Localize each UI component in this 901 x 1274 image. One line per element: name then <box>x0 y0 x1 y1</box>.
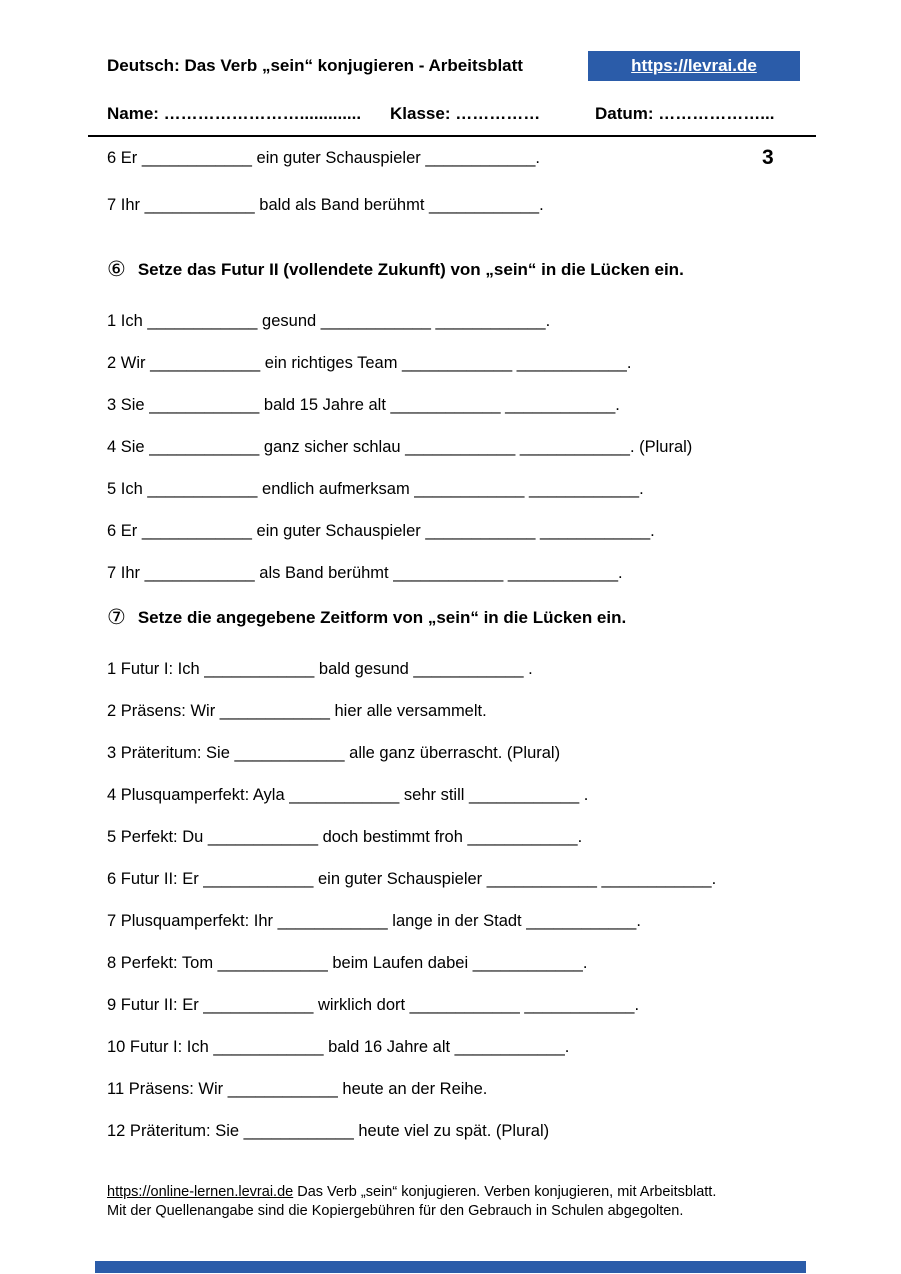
footer-line1 <box>107 1183 827 1202</box>
name-field-label: Name: ……………………............. <box>107 104 362 123</box>
worksheet-body <box>107 148 813 1163</box>
header-divider <box>88 135 816 137</box>
header-link-box <box>588 51 800 81</box>
header-link[interactable]: https://levrai.de <box>631 56 757 75</box>
exercise-line: 7 Ihr ____________ bald als Band berühmt ____________. <box>107 196 544 214</box>
footer <box>107 1183 827 1221</box>
exercise-line: 3 Präteritum: Sie ____________ alle ganz überrascht. (Plural) <box>107 744 561 762</box>
exercise-line: 1 Ich ____________ gesund ____________ ____________. <box>107 312 551 330</box>
exercise-line: 2 Präsens: Wir ____________ hier alle versammelt. <box>107 702 487 720</box>
exercise-line: 6 Er ____________ ein guter Schauspieler ____________. <box>107 149 541 167</box>
exercise-line: 6 Er ____________ ein guter Schauspieler ____________ ____________. <box>107 522 655 540</box>
exercise-line: 7 Plusquamperfekt: Ihr ____________ lange in der Stadt ____________. <box>107 912 641 930</box>
footer-line1-text: Das Verb „sein“ konjugieren. Verben konjugieren, mit Arbeitsblatt. <box>293 1184 717 1200</box>
meta-row <box>107 104 807 124</box>
exercise-line: 6 Futur II: Er ____________ ein guter Schauspieler ____________ ____________. <box>107 870 717 888</box>
exercise-line: 4 Plusquamperfekt: Ayla ____________ sehr still ____________ . <box>107 786 589 804</box>
page-number: 3 <box>762 146 774 169</box>
klasse-field-label: Klasse: …………… <box>390 104 541 123</box>
section7-number-icon: ⑦ <box>107 606 126 629</box>
exercise-line: 10 Futur I: Ich ____________ bald 16 Jahre alt ____________. <box>107 1038 570 1056</box>
section6-number-icon: ⑥ <box>107 258 126 281</box>
section6-heading <box>107 259 813 281</box>
section7-items <box>107 659 813 1141</box>
footer-accent-bar <box>95 1261 806 1273</box>
exercise-line: 11 Präsens: Wir ____________ heute an der Reihe. <box>107 1080 488 1098</box>
exercise-line: 8 Perfekt: Tom ____________ beim Laufen dabei ____________. <box>107 954 588 972</box>
page-title: Deutsch: Das Verb „sein“ konjugieren - Arbeitsblatt <box>107 56 523 75</box>
footer-link[interactable]: https://online-lernen.levrai.de <box>107 1184 294 1200</box>
exercise-line: 5 Perfekt: Du ____________ doch bestimmt froh ____________. <box>107 828 583 846</box>
exercise-line: 9 Futur II: Er ____________ wirklich dort ____________ ____________. <box>107 996 640 1014</box>
exercise-line: 2 Wir ____________ ein richtiges Team ____________ ____________. <box>107 354 632 372</box>
section7-heading <box>107 607 813 629</box>
exercise-line: 7 Ihr ____________ als Band berühmt ____________ ____________. <box>107 564 623 582</box>
exercise-line: 12 Präteritum: Sie ____________ heute viel zu spät. (Plural) <box>107 1122 550 1140</box>
section7-title: Setze die angegebene Zeitform von „sein“ in die Lücken ein. <box>137 608 627 627</box>
section6-items <box>107 311 813 583</box>
exercise-line: 1 Futur I: Ich ____________ bald gesund ____________ . <box>107 660 533 678</box>
datum-field-label: Datum: ………………... <box>595 104 775 123</box>
exercise-line: 5 Ich ____________ endlich aufmerksam ____________ ____________. <box>107 480 644 498</box>
section6-title: Setze das Futur II (vollendete Zukunft) von „sein“ in die Lücken ein. <box>137 260 684 279</box>
carryover-items <box>107 148 813 215</box>
footer-line2: Mit der Quellenangabe sind die Kopiergebühren für den Gebrauch in Schulen abgegolten. <box>107 1203 684 1219</box>
exercise-line: 3 Sie ____________ bald 15 Jahre alt ____________ ____________. <box>107 396 620 414</box>
exercise-line: 4 Sie ____________ ganz sicher schlau ____________ ____________. (Plural) <box>107 438 693 456</box>
